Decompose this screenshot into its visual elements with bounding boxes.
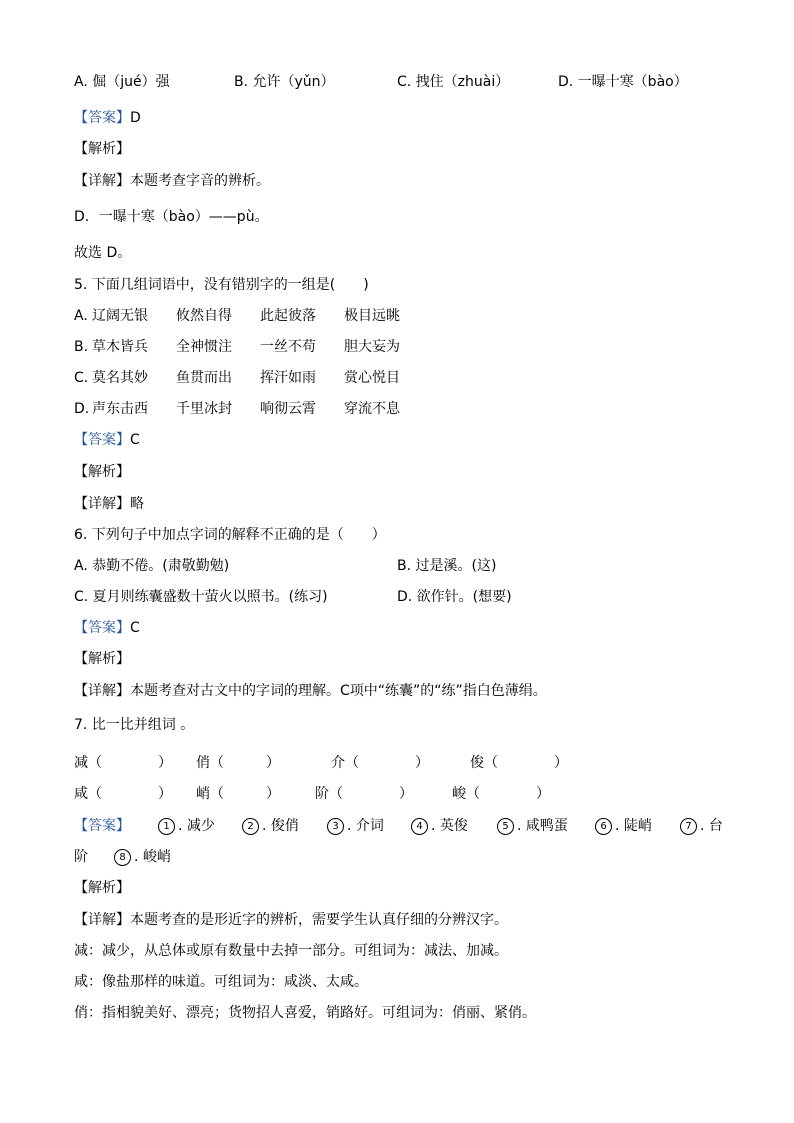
detail-text: 略 <box>130 496 144 512</box>
circled-number: 5 <box>497 818 514 835</box>
q4-option-c: C. 拽住（zhuài） <box>397 74 510 90</box>
q4-detail <box>74 171 270 191</box>
answer-tag: 【答案】 <box>74 620 130 636</box>
q7-answer-3 <box>327 816 384 836</box>
q5-word: 一丝不苟 <box>260 339 316 355</box>
answer-text: . 咸鸭蛋 <box>517 818 568 834</box>
detail-tag: 【详解】 <box>74 912 130 928</box>
q5-word: 挥汗如雨 <box>260 370 316 386</box>
answer-text: . 陡峭 <box>615 818 652 834</box>
q7-row2-cell: 咸（ ） <box>74 786 172 802</box>
circled-number: 4 <box>411 818 428 835</box>
q7-explain-3: 俏：指相貌美好、漂亮；货物招人喜爱，销路好。可组词为：俏丽、紧俏。 <box>74 1005 536 1021</box>
q5-option-label: B. <box>74 339 89 355</box>
q5-word: 莫名其妙 <box>92 370 148 386</box>
q7-row1-cell: 介（ ） <box>331 755 429 771</box>
answer-text: . 介词 <box>347 818 384 834</box>
q6-title: 6. 下列句子中加点字词的解释不正确的是（ ） <box>74 527 386 543</box>
q7-answer-7 <box>680 816 723 836</box>
q4-option-b: B. 允许（yǔn） <box>234 74 335 90</box>
q7-explain-1: 减：减少，从总体或原有数量中去掉一部分。可组词为：减法、加减。 <box>74 943 508 959</box>
circled-number: 3 <box>327 818 344 835</box>
detail-text: 本题考查字音的辨析。 <box>130 173 270 189</box>
q5-word: 鱼贯而出 <box>176 370 232 386</box>
q5-word: 胆大妄为 <box>344 339 400 355</box>
q6-option-c: C. 夏月则练囊盛数十萤火以照书。(练习) <box>74 589 328 605</box>
q4-answer <box>74 108 141 128</box>
circled-number: 6 <box>595 818 612 835</box>
q5-word: 极目远眺 <box>344 308 400 324</box>
q7-analysis-tag: 【解析】 <box>74 880 130 896</box>
q7-row2-cell: 峭（ ） <box>196 786 280 802</box>
answer-text: . 台 <box>700 818 723 834</box>
circled-number: 1 <box>158 818 175 835</box>
q5-option-label: D. <box>74 401 90 417</box>
q5-word: 攸然自得 <box>176 308 232 324</box>
q6-option-d: D. 欲作针。(想要) <box>397 589 512 605</box>
detail-text: 本题考查的是形近字的辨析，需要学生认真仔细的分辨汉字。 <box>130 912 508 928</box>
q7-row1-cell: 俊（ ） <box>470 755 568 771</box>
detail-tag: 【详解】 <box>74 173 130 189</box>
q4-option-d: D. 一曝十寒（bào） <box>558 74 688 90</box>
q6-detail <box>74 681 547 701</box>
q4-analysis-tag: 【解析】 <box>74 141 130 157</box>
circled-number: 2 <box>242 818 259 835</box>
answer-tag: 【答案】 <box>74 432 130 448</box>
q7-row2-cell: 阶（ ） <box>315 786 413 802</box>
q6-analysis-tag: 【解析】 <box>74 651 130 667</box>
q5-title: 5. 下面几组词语中，没有错别字的一组是( ) <box>74 277 369 293</box>
q7-title: 7. 比一比并组词 。 <box>74 717 195 733</box>
q7-answer-8 <box>114 847 171 867</box>
q5-analysis-tag: 【解析】 <box>74 464 130 480</box>
q7-row2-cell: 峻（ ） <box>452 786 550 802</box>
q7-answer-4 <box>411 816 468 836</box>
answer-text: . 英俊 <box>431 818 468 834</box>
q5-option-label: A. <box>74 308 88 324</box>
q7-answer-1 <box>158 816 215 836</box>
circled-number: 8 <box>114 849 131 866</box>
q7-explain-2: 咸：像盐那样的味道。可组词为：咸淡、太咸。 <box>74 974 368 990</box>
q5-option-label: C. <box>74 370 89 386</box>
q6-option-a: A. 恭勤不倦。(肃敬勤勉) <box>74 558 230 574</box>
q7-answer-5 <box>497 816 568 836</box>
q7-answer7-cont: 阶 <box>74 849 88 865</box>
q6-option-b: B. 过是溪。(这) <box>397 558 497 574</box>
q5-word: 响彻云霄 <box>260 401 316 417</box>
q5-word: 辽阔无银 <box>92 308 148 324</box>
q5-detail <box>74 494 144 514</box>
q7-answer-tag <box>74 816 130 836</box>
circled-number: 7 <box>680 818 697 835</box>
q5-word: 此起彼落 <box>260 308 316 324</box>
answer-tag: 【答案】 <box>74 110 130 126</box>
answer-text: . 减少 <box>178 818 215 834</box>
q4-line1: D．一曝十寒（bào）——pù。 <box>74 209 269 225</box>
answer-value: D <box>130 110 141 126</box>
q5-word: 声东击西 <box>92 401 148 417</box>
q4-option-a: A. 倔（jué）强 <box>74 74 170 90</box>
detail-tag: 【详解】 <box>74 683 130 699</box>
q5-word: 赏心悦目 <box>344 370 400 386</box>
q5-word: 草木皆兵 <box>92 339 148 355</box>
detail-text: 本题考查对古文中的字词的理解。C项中“练囊”的“练”指白色薄绢。 <box>130 683 547 699</box>
q4-line2: 故选 D。 <box>74 245 132 261</box>
q7-row1-cell: 俏（ ） <box>196 755 280 771</box>
q5-word: 全神惯注 <box>176 339 232 355</box>
answer-value: C <box>130 432 140 448</box>
answer-text: . 俊俏 <box>262 818 299 834</box>
answer-value: C <box>130 620 140 636</box>
detail-tag: 【详解】 <box>74 496 130 512</box>
answer-text: . 峻峭 <box>134 849 171 865</box>
q7-detail <box>74 910 508 930</box>
q5-word: 千里冰封 <box>176 401 232 417</box>
q7-answer-2 <box>242 816 299 836</box>
q5-answer <box>74 430 140 450</box>
q7-row1-cell: 减（ ） <box>74 755 172 771</box>
q7-answer-6 <box>595 816 652 836</box>
answer-tag: 【答案】 <box>74 818 130 834</box>
q6-answer <box>74 618 140 638</box>
q5-word: 穿流不息 <box>344 401 400 417</box>
